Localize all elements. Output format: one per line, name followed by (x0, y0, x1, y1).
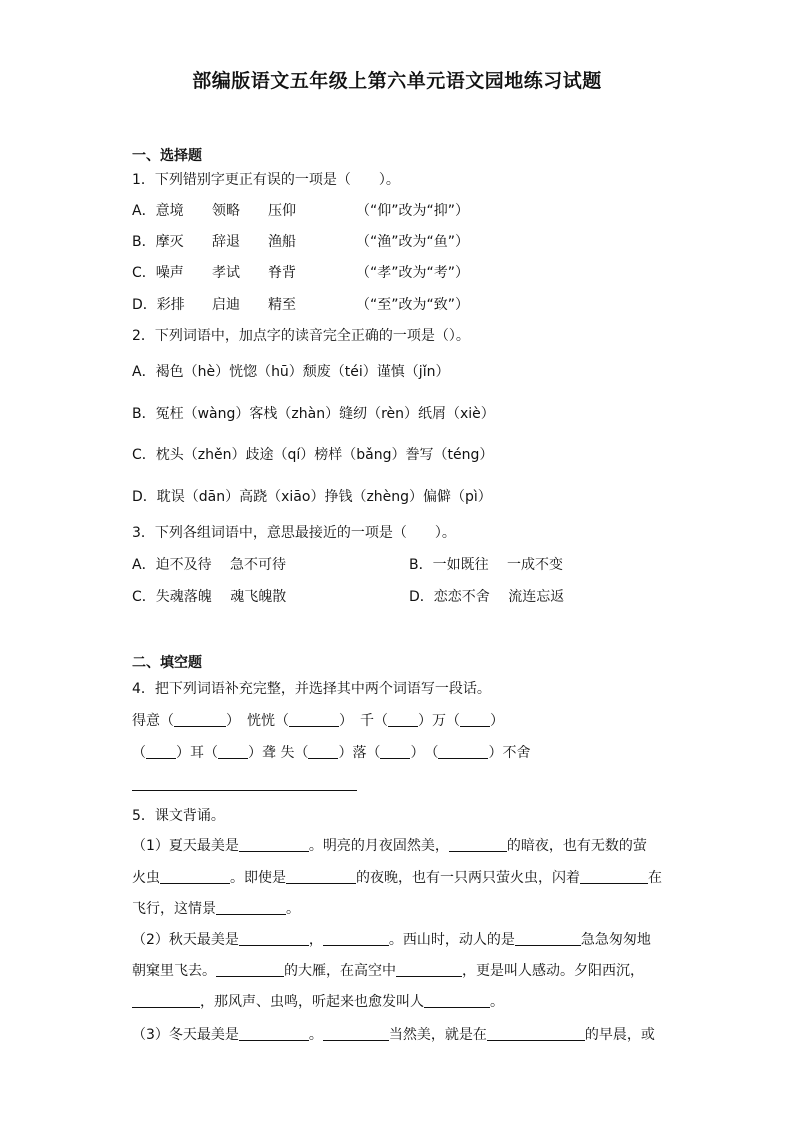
q1-b-fix: （“渔”改为“鱼”） (356, 234, 470, 250)
q4-text: ）耳（ (176, 745, 218, 761)
q1-c-label: C．噪声 (132, 265, 184, 281)
q1-b-label: B．摩灭 (132, 234, 184, 250)
q1-a-word3: 压仰 (268, 203, 296, 219)
q2-option-d: D．耽误（dān）高跷（xiāo）挣钱（zhèng）偏僻（pì） (132, 489, 492, 505)
q1-b-word3: 渔船 (268, 234, 296, 250)
q5-text: 。 (308, 1027, 323, 1043)
answer-blank[interactable] (286, 869, 356, 884)
q4-text: ）不舍 (488, 745, 531, 761)
answer-blank[interactable] (449, 837, 507, 852)
q3-stem: 3．下列各组词语中，意思最接近的一项是（ ）。 (132, 525, 456, 541)
q5-stem: 5．课文背诵。 (132, 808, 225, 824)
q5-p2-line2 (132, 961, 644, 981)
q4-text: （ (132, 745, 146, 761)
q4-stem: 4．把下列词语补充完整，并选择其中两个词语写一段话。 (132, 681, 491, 697)
q5-text: ，更是叫人感动。夕阳西沉， (462, 963, 644, 979)
q5-text: 的早晨，或 (584, 1027, 655, 1043)
q5-p2-line3 (132, 992, 504, 1012)
answer-blank[interactable] (323, 931, 389, 946)
q3-option-c: C．失魂落魄 魂飞魄散 (132, 589, 287, 605)
q5-text: 的暗夜，也有无数的萤 (506, 838, 647, 854)
q4-text: ） 恍恍（ (226, 713, 289, 729)
q5-text: 火虫 (132, 870, 160, 886)
q3-option-a: A．迫不及待 急不可待 (132, 557, 287, 573)
q1-c-word3: 脊背 (268, 265, 296, 281)
q5-text: 。即使是 (230, 870, 286, 886)
answer-blank[interactable] (216, 900, 286, 915)
q5-text: 。 (286, 901, 300, 917)
page-title: 部编版语文五年级上第六单元语文园地练习试题 (192, 70, 602, 92)
q1-d-word2: 启迪 (212, 297, 240, 313)
answer-blank[interactable] (218, 744, 248, 759)
q4-text: ） （ (410, 745, 439, 761)
q5-text: 飞行，这情景 (132, 901, 216, 917)
q4-text: 得意（ (132, 713, 174, 729)
q4-text: ）万（ (418, 713, 460, 729)
q5-text: ， (308, 932, 323, 948)
q1-stem: 1．下列错别字更正有误的一项是（ ）。 (132, 172, 400, 188)
q4-text: ） (490, 713, 504, 729)
writing-line[interactable] (132, 790, 357, 791)
q2-option-b: B．冤枉（wàng）客栈（zhàn）缝纫（rèn）纸屑（xiè） (132, 406, 495, 422)
q5-text: 的大雁，在高空中 (284, 963, 396, 979)
q5-text: 。西山时，动人的是 (388, 932, 515, 948)
q5-p2-line1 (132, 930, 651, 950)
answer-blank[interactable] (239, 837, 309, 852)
q5-p3-line1 (132, 1025, 655, 1045)
q5-text: 朝窠里飞去。 (132, 963, 216, 979)
q4-text: ） 千（ (339, 713, 388, 729)
q1-d-fix: （“至”改为“致”） (356, 297, 470, 313)
answer-blank[interactable] (174, 712, 226, 727)
answer-blank[interactable] (132, 993, 200, 1008)
answer-blank[interactable] (424, 993, 490, 1008)
q5-p1-line3 (132, 899, 300, 919)
section-heading-choice: 一、选择题 (132, 148, 202, 164)
answer-blank[interactable] (323, 1026, 389, 1041)
q3-option-d: D．恋恋不舍 流连忘返 (409, 589, 565, 605)
q5-text: 在 (648, 870, 662, 886)
q1-a-label: A．意境 (132, 203, 184, 219)
q5-text: 的夜晚，也有一只两只萤火虫，闪着 (356, 870, 580, 886)
q5-p1-line2 (132, 868, 662, 888)
answer-blank[interactable] (515, 931, 581, 946)
q5-text: （3）冬天最美是 (132, 1027, 239, 1043)
q4-row-2 (132, 743, 530, 763)
answer-blank[interactable] (438, 744, 488, 759)
q1-a-word2: 领略 (212, 203, 240, 219)
q5-text: （2）秋天最美是 (132, 932, 239, 948)
answer-blank[interactable] (308, 744, 338, 759)
q4-text: ）聋 失（ (248, 745, 309, 761)
q3-option-b: B．一如既往 一成不变 (409, 557, 564, 573)
q4-text: ）落（ (338, 745, 381, 761)
answer-blank[interactable] (289, 712, 339, 727)
q5-text: 急急匆匆地 (580, 932, 651, 948)
answer-blank[interactable] (580, 869, 648, 884)
q5-text: 当然美，就是在 (388, 1027, 487, 1043)
q5-p1-line1 (132, 836, 647, 856)
answer-blank[interactable] (396, 962, 462, 977)
q2-stem: 2．下列词语中，加点字的读音完全正确的一项是（）。 (132, 328, 470, 344)
answer-blank[interactable] (388, 712, 418, 727)
q1-d-word3: 精至 (268, 297, 296, 313)
q4-row-1 (132, 711, 504, 731)
q1-c-fix: （“孝”改为“考”） (356, 265, 470, 281)
q5-text: （1）夏天最美是 (132, 838, 239, 854)
q1-a-fix: （“仰”改为“抑”） (356, 203, 470, 219)
answer-blank[interactable] (487, 1026, 585, 1041)
q2-option-c: C．枕头（zhěn）歧途（qí）榜样（bǎng）誊写（téng） (132, 447, 494, 463)
q1-c-word2: 孝试 (212, 265, 240, 281)
q5-text: 。明亮的月夜固然美， (308, 838, 449, 854)
answer-blank[interactable] (160, 869, 230, 884)
section-heading-fill: 二、填空题 (132, 655, 202, 671)
q1-d-label: D．彩排 (132, 297, 185, 313)
q1-b-word2: 辞退 (212, 234, 240, 250)
answer-blank[interactable] (146, 744, 176, 759)
answer-blank[interactable] (380, 744, 410, 759)
answer-blank[interactable] (239, 931, 309, 946)
q5-text: 。 (490, 994, 504, 1010)
q2-option-a: A．褐色（hè）恍惚（hū）颓废（téi）谨慎（jǐn） (132, 364, 450, 380)
q5-text: ，那风声、虫鸣，听起来也愈发叫人 (200, 994, 424, 1010)
answer-blank[interactable] (216, 962, 284, 977)
answer-blank[interactable] (239, 1026, 309, 1041)
answer-blank[interactable] (460, 712, 490, 727)
